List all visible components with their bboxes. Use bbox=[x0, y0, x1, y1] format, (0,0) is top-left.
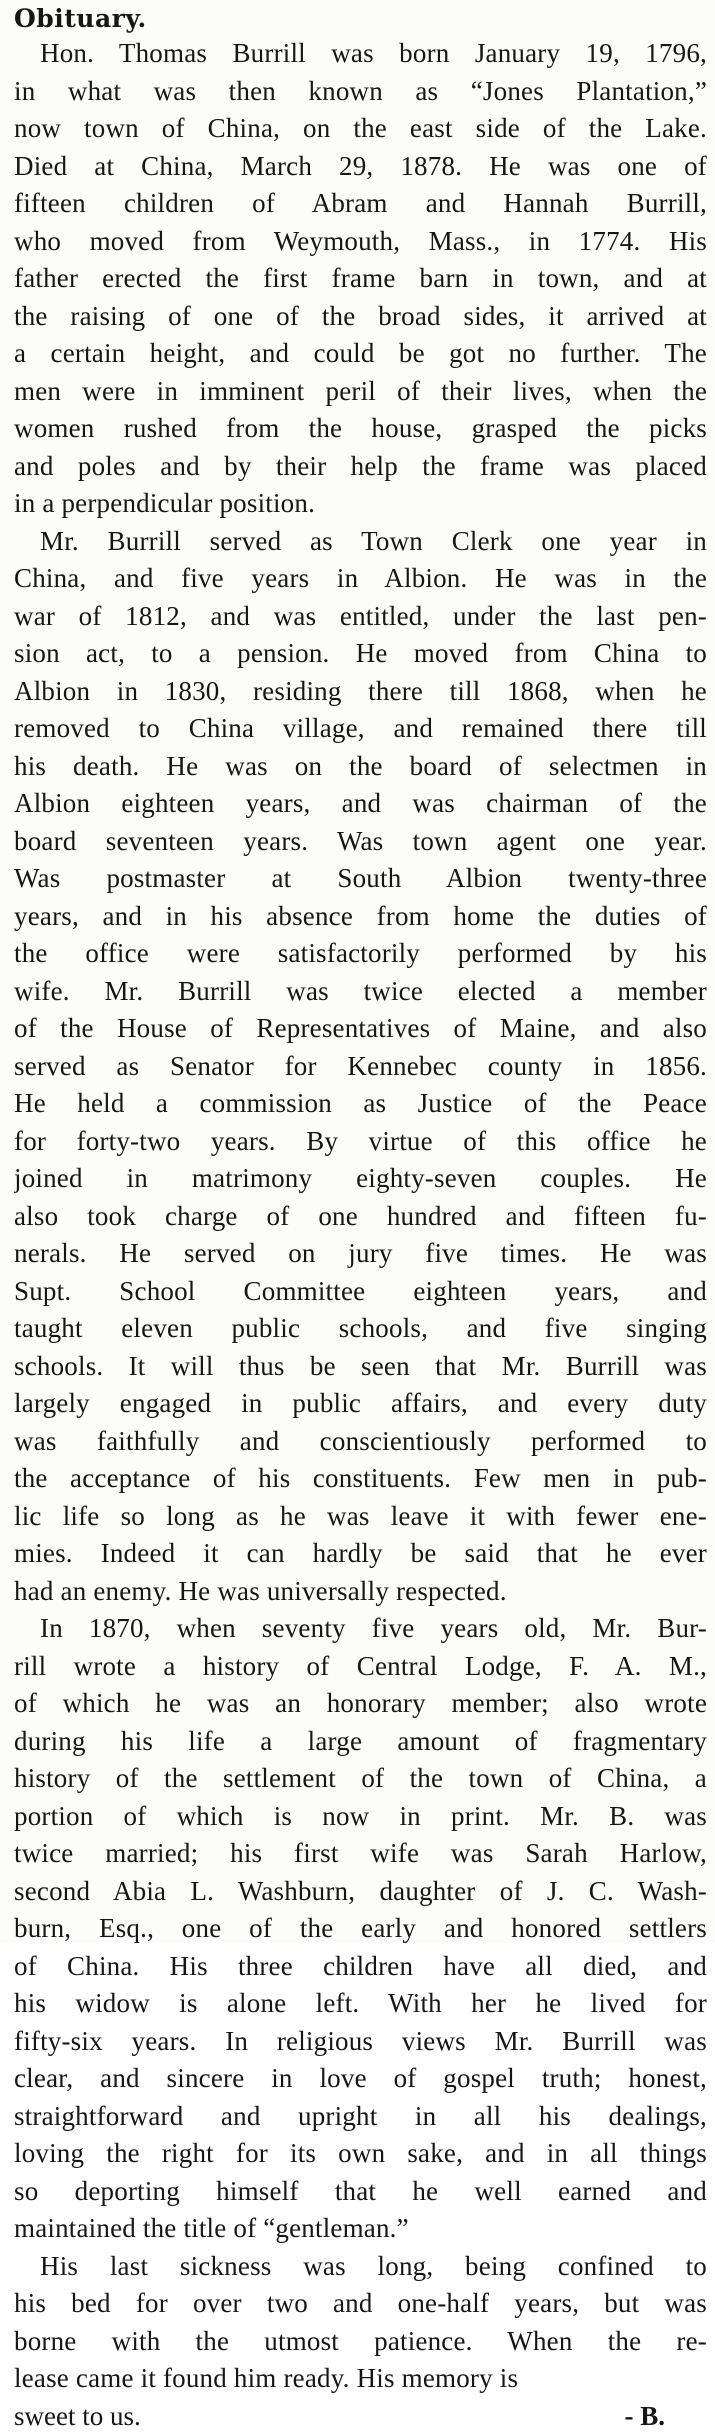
text-line: Supt. School Committee eighteen years, and bbox=[14, 1273, 707, 1311]
text-line: his widow is alone left. With her he lived for bbox=[14, 1985, 707, 2023]
closing-line: sweet to us. bbox=[14, 2398, 141, 2435]
text-line: Hon. Thomas Burrill was born January 19, 1796, bbox=[14, 35, 707, 73]
text-line: Mr. Burrill served as Town Clerk one year in bbox=[14, 523, 707, 561]
text-line: also took charge of one hundred and fifteen fu- bbox=[14, 1198, 707, 1236]
article-heading: Obituary. bbox=[14, 2, 707, 35]
text-line: mies. Indeed it can hardly be said that he ever bbox=[14, 1535, 707, 1573]
text-line: served as Senator for Kennebec county in 1856. bbox=[14, 1048, 707, 1086]
text-line: wife. Mr. Burrill was twice elected a member bbox=[14, 973, 707, 1011]
text-line: war of 1812, and was entitled, under the last pen- bbox=[14, 598, 707, 636]
text-line: Died at China, March 29, 1878. He was one of bbox=[14, 148, 707, 186]
text-line: removed to China village, and remained there till bbox=[14, 710, 707, 748]
article-signoff bbox=[14, 2398, 707, 2435]
author-signature: - B. bbox=[625, 2398, 666, 2435]
text-line: schools. It will thus be seen that Mr. Burrill was bbox=[14, 1348, 707, 1386]
text-line: a certain height, and could be got no further. The bbox=[14, 335, 707, 373]
text-line: women rushed from the house, grasped the picks bbox=[14, 410, 707, 448]
text-line: so deporting himself that he well earned and bbox=[14, 2173, 707, 2211]
text-line: nerals. He served on jury five times. He was bbox=[14, 1235, 707, 1273]
text-line: of which he was an honorary member; also wrote bbox=[14, 1685, 707, 1723]
text-line: portion of which is now in print. Mr. B. was bbox=[14, 1798, 707, 1836]
text-line: had an enemy. He was universally respected. bbox=[14, 1573, 707, 1611]
text-line: Albion in 1830, residing there till 1868, when he bbox=[14, 673, 707, 711]
text-line: burn, Esq., one of the early and honored settlers bbox=[14, 1910, 707, 1948]
text-line: joined in matrimony eighty-seven couples. He bbox=[14, 1160, 707, 1198]
text-line: during his life a large amount of fragmentary bbox=[14, 1723, 707, 1761]
text-line: Was postmaster at South Albion twenty-three bbox=[14, 860, 707, 898]
text-line: years, and in his absence from home the duties of bbox=[14, 898, 707, 936]
text-line: lic life so long as he was leave it with fewer ene- bbox=[14, 1498, 707, 1536]
text-line: Albion eighteen years, and was chairman of the bbox=[14, 785, 707, 823]
text-line: in a perpendicular position. bbox=[14, 485, 707, 523]
text-line: maintained the title of “gentleman.” bbox=[14, 2210, 707, 2248]
text-line: the raising of one of the broad sides, it arrived at bbox=[14, 298, 707, 336]
text-line: taught eleven public schools, and five singing bbox=[14, 1310, 707, 1348]
text-line: in what was then known as “Jones Plantation,” bbox=[14, 73, 707, 111]
text-line: clear, and sincere in love of gospel truth; honest, bbox=[14, 2060, 707, 2098]
text-line: largely engaged in public affairs, and every duty bbox=[14, 1385, 707, 1423]
text-line: for forty-two years. By virtue of this office he bbox=[14, 1123, 707, 1161]
text-line: who moved from Weymouth, Mass., in 1774. His bbox=[14, 223, 707, 261]
text-line: straightforward and upright in all his dealings, bbox=[14, 2098, 707, 2136]
text-line: borne with the utmost patience. When the re- bbox=[14, 2323, 707, 2361]
text-line: fifteen children of Abram and Hannah Burrill, bbox=[14, 185, 707, 223]
text-line: his bed for over two and one-half years, but was bbox=[14, 2285, 707, 2323]
text-line: father erected the first frame barn in town, and at bbox=[14, 260, 707, 298]
text-line: He held a commission as Justice of the Peace bbox=[14, 1085, 707, 1123]
text-line: was faithfully and conscientiously performed to bbox=[14, 1423, 707, 1461]
text-line: of China. His three children have all died, and bbox=[14, 1948, 707, 1986]
text-line: history of the settlement of the town of China, a bbox=[14, 1760, 707, 1798]
text-line: sion act, to a pension. He moved from China to bbox=[14, 635, 707, 673]
article-body bbox=[14, 35, 707, 2398]
article-paragraph bbox=[14, 523, 707, 1611]
text-line: twice married; his first wife was Sarah Harlow, bbox=[14, 1835, 707, 1873]
text-line: second Abia L. Washburn, daughter of J. C. Wash- bbox=[14, 1873, 707, 1911]
text-line: the acceptance of his constituents. Few men in pub- bbox=[14, 1460, 707, 1498]
text-line: In 1870, when seventy five years old, Mr. Bur- bbox=[14, 1610, 707, 1648]
text-line: and poles and by their help the frame was placed bbox=[14, 448, 707, 486]
text-line: of the House of Representatives of Maine, and also bbox=[14, 1010, 707, 1048]
text-line: loving the right for its own sake, and in all things bbox=[14, 2135, 707, 2173]
text-line: rill wrote a history of Central Lodge, F. A. M., bbox=[14, 1648, 707, 1686]
text-line: the office were satisfactorily performed by his bbox=[14, 935, 707, 973]
article-paragraph bbox=[14, 2248, 707, 2398]
article-paragraph bbox=[14, 35, 707, 523]
article-paragraph bbox=[14, 1610, 707, 2248]
text-line: men were in imminent peril of their lives, when the bbox=[14, 373, 707, 411]
text-line: fifty-six years. In religious views Mr. Burrill was bbox=[14, 2023, 707, 2061]
text-line: his death. He was on the board of selectmen in bbox=[14, 748, 707, 786]
text-line: board seventeen years. Was town agent one year. bbox=[14, 823, 707, 861]
text-line: His last sickness was long, being confined to bbox=[14, 2248, 707, 2286]
text-line: China, and five years in Albion. He was in the bbox=[14, 560, 707, 598]
text-line: lease came it found him ready. His memory is bbox=[14, 2360, 707, 2398]
text-line: now town of China, on the east side of the Lake. bbox=[14, 110, 707, 148]
